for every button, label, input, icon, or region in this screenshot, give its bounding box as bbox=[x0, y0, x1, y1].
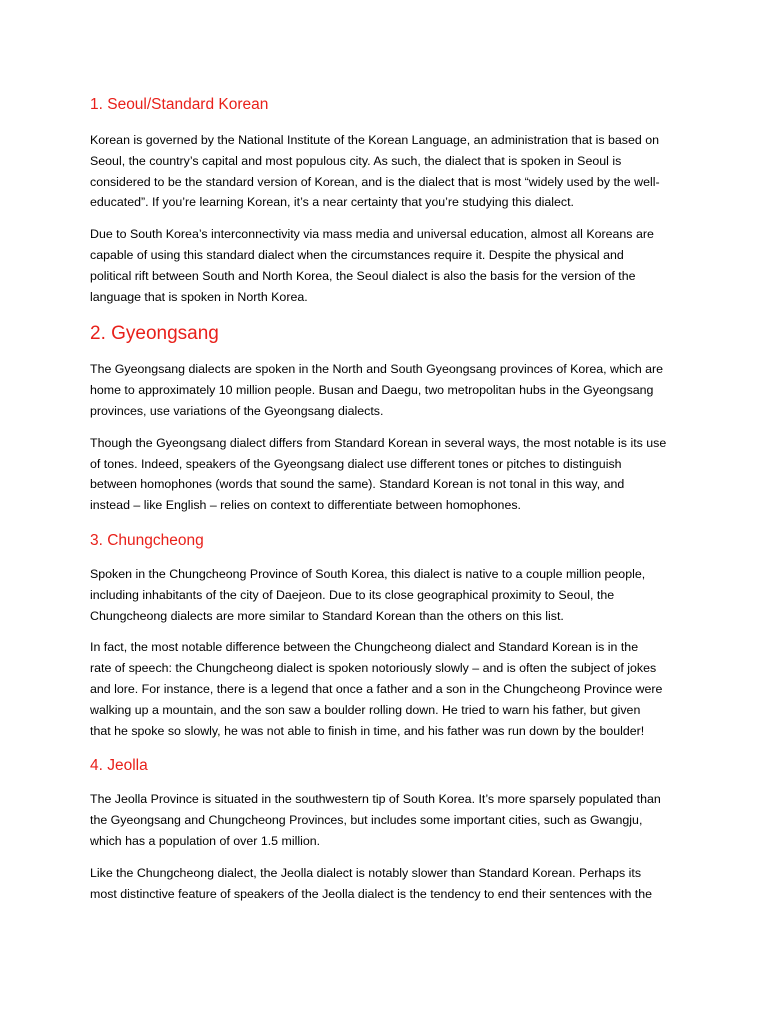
section-heading-gyeongsang: 2. Gyeongsang bbox=[90, 323, 219, 345]
paragraph: Like the Chungcheong dialect, the Jeolla dialect is notably slower than Standard Korean. Perhaps its most distinctive feature of speakers of the Jeolla dialect is the tendency to end their sentences with the bbox=[90, 865, 653, 901]
paragraph: Spoken in the Chungcheong Province of South Korea, this dialect is native to a couple million people, including inhabitants of the city of Daejeon. Due to its close geographical proximity to Seoul, the Chungcheong dialects are more similar to Standard Korean than the others on this list. bbox=[90, 566, 646, 623]
paragraph: Due to South Korea’s interconnectivity via mass media and universal education, almost all Koreans are capable of using this standard dialect when the circumstances require it. Despite the physical and political rift between South and North Korea, the Seoul dialect is also the basis for the version of the language that is spoken in North Korea. bbox=[90, 227, 654, 304]
paragraph: Though the Gyeongsang dialect differs from Standard Korean in several ways, the most notable is its use of tones. Indeed, speakers of the Gyeongsang dialect use different tones or pitches to distinguish between homophones (words that sound the same). Standard Korean is not tonal in this way, and instead – like English – relies on context to differentiate between homophones. bbox=[90, 435, 667, 513]
section-heading-chungcheong: 3. Chungcheong bbox=[90, 531, 204, 549]
paragraph: The Jeolla Province is situated in the southwestern tip of South Korea. It’s more sparsely populated than the Gyeongsang and Chungcheong Provinces, but includes some important cities, such as Gwangju, which has a population of over 1.5 million. bbox=[90, 792, 661, 848]
paragraph: Korean is governed by the National Institute of the Korean Language, an administration that is based on Seoul, the country’s capital and most populous city. As such, the dialect that is spoken in Seoul is considered to be the standard version of Korean, and is the dialect that is most “widely used by the well- educated”. If you’re learning Korean, it’s a near certainty that you’re studying this dialect. bbox=[90, 133, 660, 210]
paragraph: In fact, the most notable difference between the Chungcheong dialect and Standard Korean is in the rate of speech: the Chungcheong dialect is spoken notoriously slowly – and is often the subject of jokes and lore. For instance, there is a legend that once a father and a son in the Chungcheong Province were walking up a mountain, and the son saw a boulder rolling down. He tried to warn his father, but given that he spoke so slowly, he was not able to finish in time, and his father was run down by the boulder! bbox=[90, 640, 663, 738]
section-heading-jeolla: 4. Jeolla bbox=[90, 757, 148, 775]
section-heading-seoul: 1. Seoul/Standard Korean bbox=[90, 96, 269, 113]
paragraph: The Gyeongsang dialects are spoken in the North and South Gyeongsang provinces of Korea, which are home to approximately 10 million people. Busan and Daegu, two metropolitan hubs in the Gyeongsang provinces, use variations of the Gyeongsang dialects. bbox=[90, 362, 664, 418]
